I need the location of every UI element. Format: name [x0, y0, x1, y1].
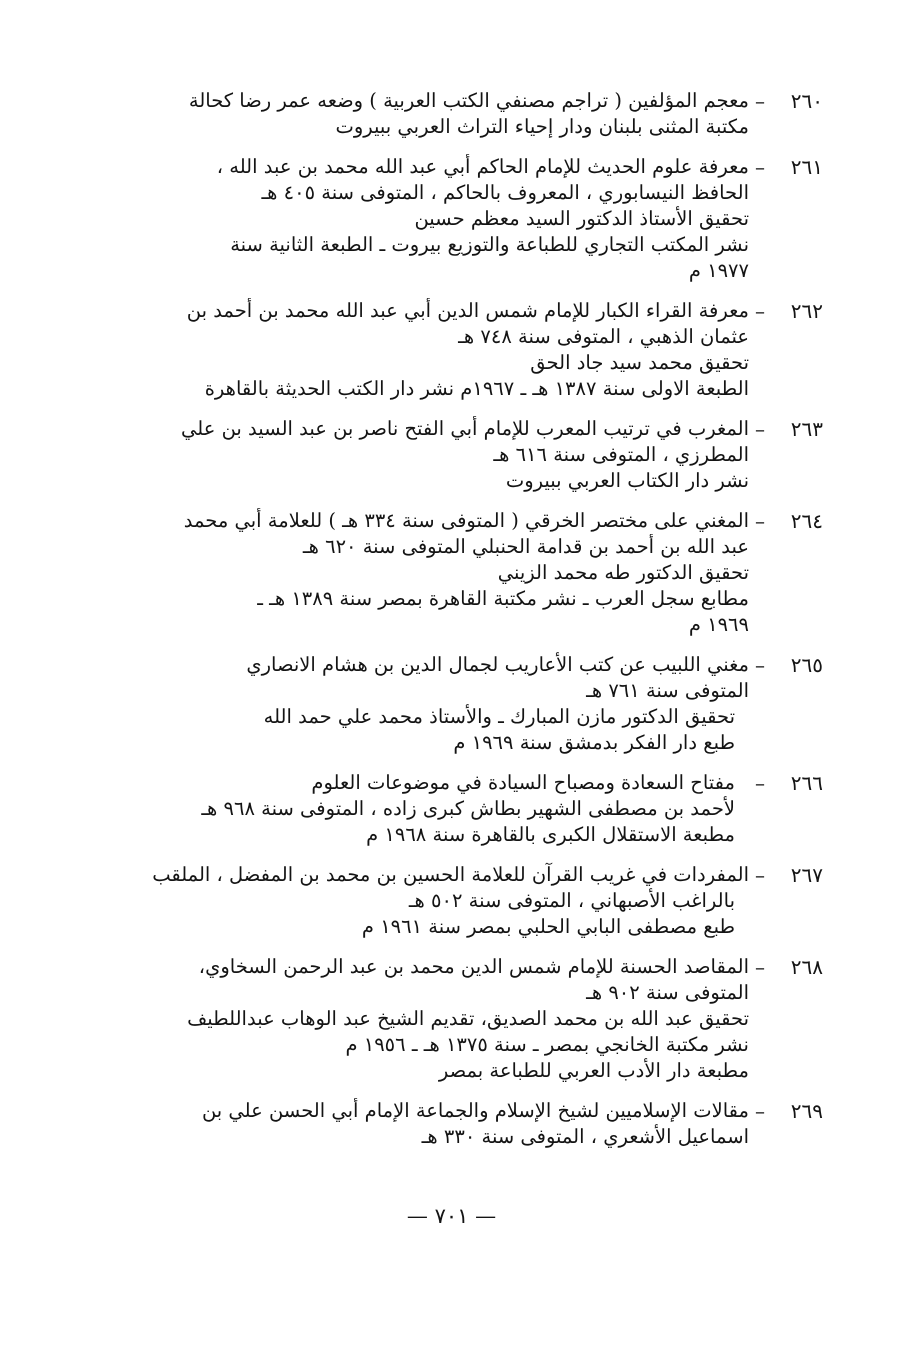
entry-body	[128, 298, 749, 402]
entry-number: ٢٦٩	[790, 1099, 823, 1123]
bibliography-entry	[128, 652, 823, 756]
entry-body	[128, 416, 749, 494]
bibliography-entry	[128, 770, 823, 848]
entry-body	[128, 770, 749, 848]
entry-line: المطرزي ، المتوفى سنة ٦١٦ هـ	[493, 443, 749, 466]
entry-line: طبع مصطفى البابي الحلبي بمصر سنة ١٩٦١ م	[361, 915, 735, 938]
bibliography-entry	[128, 88, 823, 140]
entry-body	[128, 954, 749, 1084]
entry-line: عثمان الذهبي ، المتوفى سنة ٧٤٨ هـ	[458, 325, 749, 348]
entry-number: ٢٦١	[790, 155, 823, 179]
entry-dash: –	[755, 417, 765, 441]
entry-dash: –	[755, 863, 765, 887]
entry-dash: –	[755, 653, 765, 677]
entry-line: المقاصد الحسنة للإمام شمس الدين محمد بن عبد الرحمن السخاوي،	[198, 955, 749, 978]
bibliography-entry	[128, 954, 823, 1084]
bibliography-entry	[128, 416, 823, 494]
entry-number: ٢٦٠	[790, 89, 823, 113]
entry-line: مقالات الإسلاميين لشيخ الإسلام والجماعة الإمام أبي الحسن علي بن	[201, 1099, 749, 1122]
entry-line: تحقيق الأستاذ الدكتور السيد معظم حسين	[414, 207, 749, 230]
entry-line: طبع دار الفكر بدمشق سنة ١٩٦٩ م	[453, 731, 735, 754]
entry-body	[128, 154, 749, 284]
bibliography-entry	[128, 508, 823, 638]
bibliography-entry	[128, 154, 823, 284]
entry-line: مطابع سجل العرب ـ نشر مكتبة القاهرة بمصر سنة ١٣٨٩ هـ ـ	[257, 587, 749, 610]
bibliography-entry	[128, 862, 823, 940]
entry-number: ٢٦٤	[790, 509, 823, 533]
entry-number: ٢٦٧	[790, 863, 823, 887]
entry-line: ١٩٦٩ م	[688, 613, 749, 636]
entry-line: نشر المكتب التجاري للطباعة والتوزيع بيروت ـ الطبعة الثانية سنة	[230, 233, 749, 256]
entry-dash: –	[755, 155, 765, 179]
entry-line: الحافظ النيسابوري ، المعروف بالحاكم ، المتوفى سنة ٤٠٥ هـ	[261, 181, 749, 204]
bibliography-entry	[128, 298, 823, 402]
entry-line: المغرب في ترتيب المعرب للإمام أبي الفتح ناصر بن عبد السيد بن علي	[181, 417, 749, 440]
entry-line: اسماعيل الأشعري ، المتوفى سنة ٣٣٠ هـ	[421, 1125, 749, 1148]
entry-line: بالراغب الأصبهاني ، المتوفى سنة ٥٠٢ هـ	[408, 889, 735, 912]
bibliography-list	[128, 88, 823, 1164]
entry-line: تحقيق محمد سيد جاد الحق	[530, 351, 749, 374]
entry-line: المغني على مختصر الخرقي ( المتوفى سنة ٣٣٤ هـ ) للعلامة أبي محمد	[183, 509, 749, 532]
entry-body	[128, 508, 749, 638]
entry-line: نشر دار الكتاب العربي ببيروت	[505, 469, 749, 492]
entry-body	[128, 88, 749, 140]
entry-line: معرفة القراء الكبار للإمام شمس الدين أبي عبد الله محمد بن أحمد بن	[186, 299, 749, 322]
entry-dash: –	[755, 955, 765, 979]
page-number: — ٧٠١ —	[406, 1204, 497, 1228]
entry-line: تحقيق عبد الله بن محمد الصديق، تقديم الشيخ عبد الوهاب عبداللطيف	[187, 1007, 749, 1030]
entry-line: عبد الله بن أحمد بن قدامة الحنبلي المتوفى سنة ٦٢٠ هـ	[302, 535, 749, 558]
entry-dash: –	[755, 509, 765, 533]
entry-line: المتوفى سنة ٩٠٢ هـ	[586, 981, 749, 1004]
entry-dash: –	[755, 89, 765, 113]
entry-line: مفتاح السعادة ومصباح السيادة في موضوعات العلوم	[311, 771, 735, 794]
entry-line: المتوفى سنة ٧٦١ هـ	[586, 679, 749, 702]
entry-number: ٢٦٦	[790, 771, 823, 795]
entry-line: نشر مكتبة الخانجي بمصر ـ سنة ١٣٧٥ هـ ـ ١٩٥٦ م	[345, 1033, 749, 1056]
entry-body	[128, 652, 749, 756]
bibliography-entry	[128, 1098, 823, 1150]
entry-line: تحقيق الدكتور طه محمد الزيني	[497, 561, 749, 584]
entry-line: لأحمد بن مصطفى الشهير بطاش كبرى زاده ، المتوفى سنة ٩٦٨ هـ	[201, 797, 735, 820]
entry-line: تحقيق الدكتور مازن المبارك ـ والأستاذ محمد علي حمد الله	[263, 705, 735, 728]
entry-number: ٢٦٥	[790, 653, 823, 677]
entry-number: ٢٦٨	[790, 955, 823, 979]
entry-number: ٢٦٣	[790, 417, 823, 441]
entry-line: المفردات في غريب القرآن للعلامة الحسين بن محمد بن المفضل ، الملقب	[152, 863, 749, 886]
entry-line: ١٩٧٧ م	[688, 259, 749, 282]
entry-body	[128, 862, 749, 940]
entry-line: معجم المؤلفين ( تراجم مصنفي الكتب العربية ) وضعه عمر رضا كحالة	[188, 89, 749, 112]
entry-line: مطبعة الاستقلال الكبرى بالقاهرة سنة ١٩٦٨ م	[366, 823, 735, 846]
entry-dash: –	[755, 1099, 765, 1123]
entry-line: معرفة علوم الحديث للإمام الحاكم أبي عبد الله محمد بن عبد الله ،	[216, 155, 749, 178]
entry-line: الطبعة الاولى سنة ١٣٨٧ هـ ـ ١٩٦٧م نشر دار الكتب الحديثة بالقاهرة	[204, 377, 749, 400]
entry-dash: –	[755, 771, 765, 795]
entry-body	[128, 1098, 749, 1150]
entry-line: مغني اللبيب عن كتب الأعاريب لجمال الدين بن هشام الانصاري	[246, 653, 749, 676]
entry-line: مطبعة دار الأدب العربي للطباعة بمصر	[438, 1059, 749, 1082]
entry-number: ٢٦٢	[790, 299, 823, 323]
entry-dash: –	[755, 299, 765, 323]
entry-line: مكتبة المثنى بلبنان ودار إحياء التراث العربي ببيروت	[335, 115, 749, 138]
